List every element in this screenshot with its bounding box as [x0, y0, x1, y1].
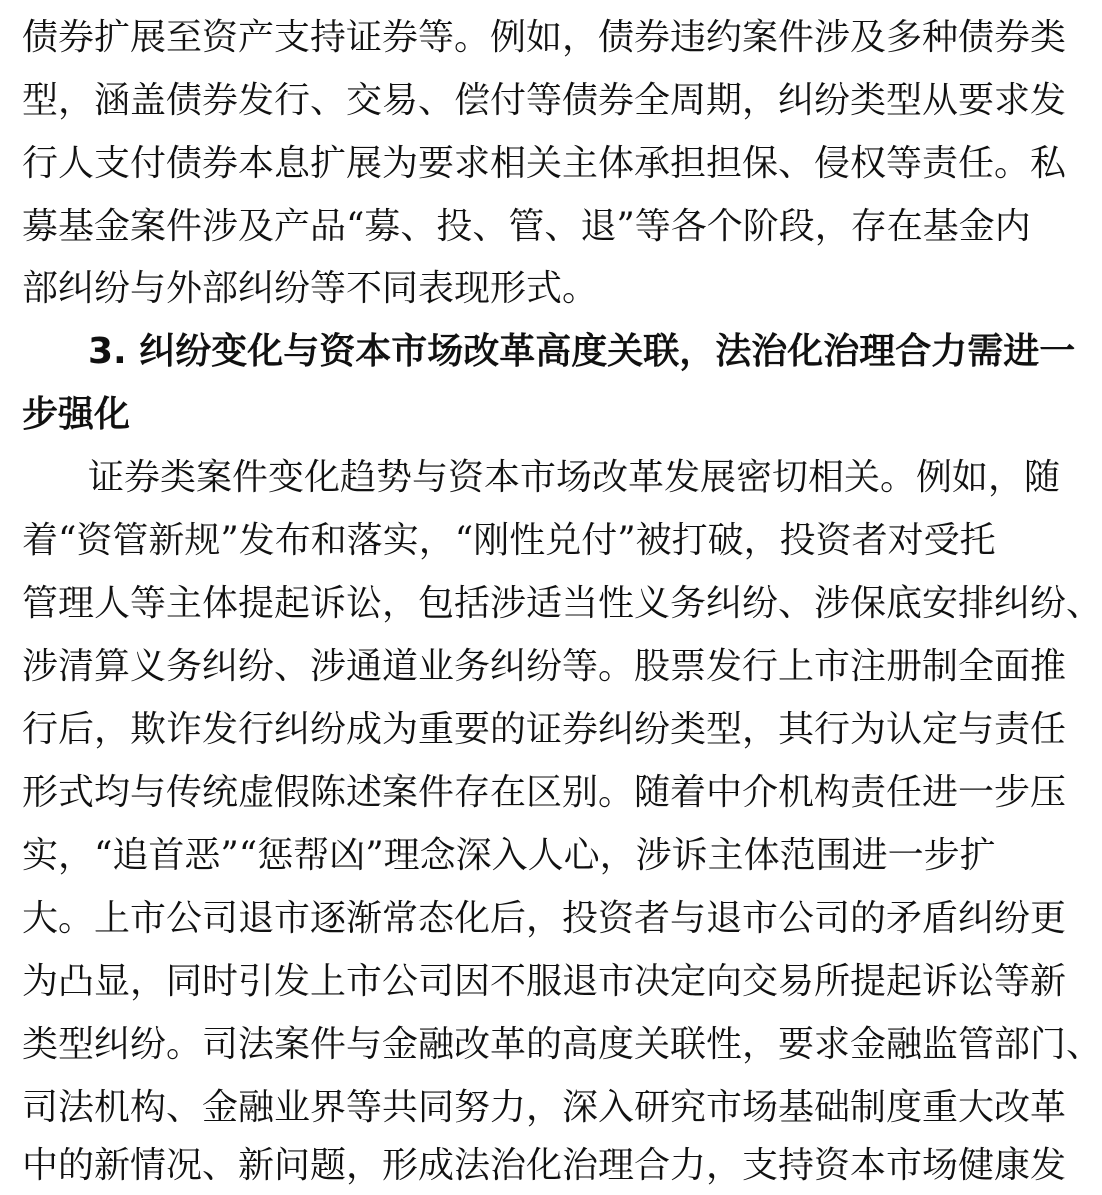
section-heading: 3. 纠纷变化与资本市场改革高度关联，法治化治理合力需进一 — [88, 331, 1076, 372]
paragraph-line: 着“资管新规”发布和落实，“刚性兑付”被打破，投资者对受托 — [22, 520, 996, 561]
paragraph-line: 形式均与传统虚假陈述案件存在区别。随着中介机构责任进一步压 — [22, 772, 1067, 813]
paragraph-line: 涉清算义务纠纷、涉通道业务纠纷等。股票发行上市注册制全面推 — [22, 646, 1067, 687]
paragraph-line: 行人支付债券本息扩展为要求相关主体承担担保、侵权等责任。私 — [22, 143, 1067, 184]
paragraph-line: 为凸显，同时引发上市公司因不服退市决定向交易所提起诉讼等新 — [22, 961, 1067, 1002]
paragraph-line: 募基金案件涉及产品“募、投、管、退”等各个阶段，存在基金内 — [22, 206, 1031, 247]
paragraph-line: 管理人等主体提起诉讼，包括涉适当性义务纠纷、涉保底安排纠纷、 — [22, 583, 1102, 624]
paragraph-line: 类型纠纷。司法案件与金融改革的高度关联性，要求金融监管部门、 — [22, 1024, 1102, 1065]
section-heading: 步强化 — [22, 394, 131, 435]
paragraph-line: 证券类案件变化趋势与资本市场改革发展密切相关。例如，随 — [88, 457, 1061, 498]
paragraph-line: 债券扩展至资产支持证券等。例如，债券违约案件涉及多种债券类 — [22, 17, 1067, 58]
paragraph-line: 实，“追首恶”“惩帮凶”理念深入人心，涉诉主体范围进一步扩 — [22, 835, 996, 876]
paragraph-line: 中的新情况、新问题，形成法治化治理合力，支持资本市场健康发 — [22, 1145, 1067, 1186]
paragraph-line: 部纠纷与外部纠纷等不同表现形式。 — [22, 268, 599, 309]
paragraph-line: 司法机构、金融业界等共同努力，深入研究市场基础制度重大改革 — [22, 1087, 1067, 1128]
paragraph-line: 行后，欺诈发行纠纷成为重要的证券纠纷类型，其行为认定与责任 — [22, 709, 1067, 750]
paragraph-line: 型，涵盖债券发行、交易、偿付等债券全周期，纠纷类型从要求发 — [22, 80, 1067, 121]
paragraph-line: 大。上市公司退市逐渐常态化后，投资者与退市公司的矛盾纠纷更 — [22, 898, 1067, 939]
